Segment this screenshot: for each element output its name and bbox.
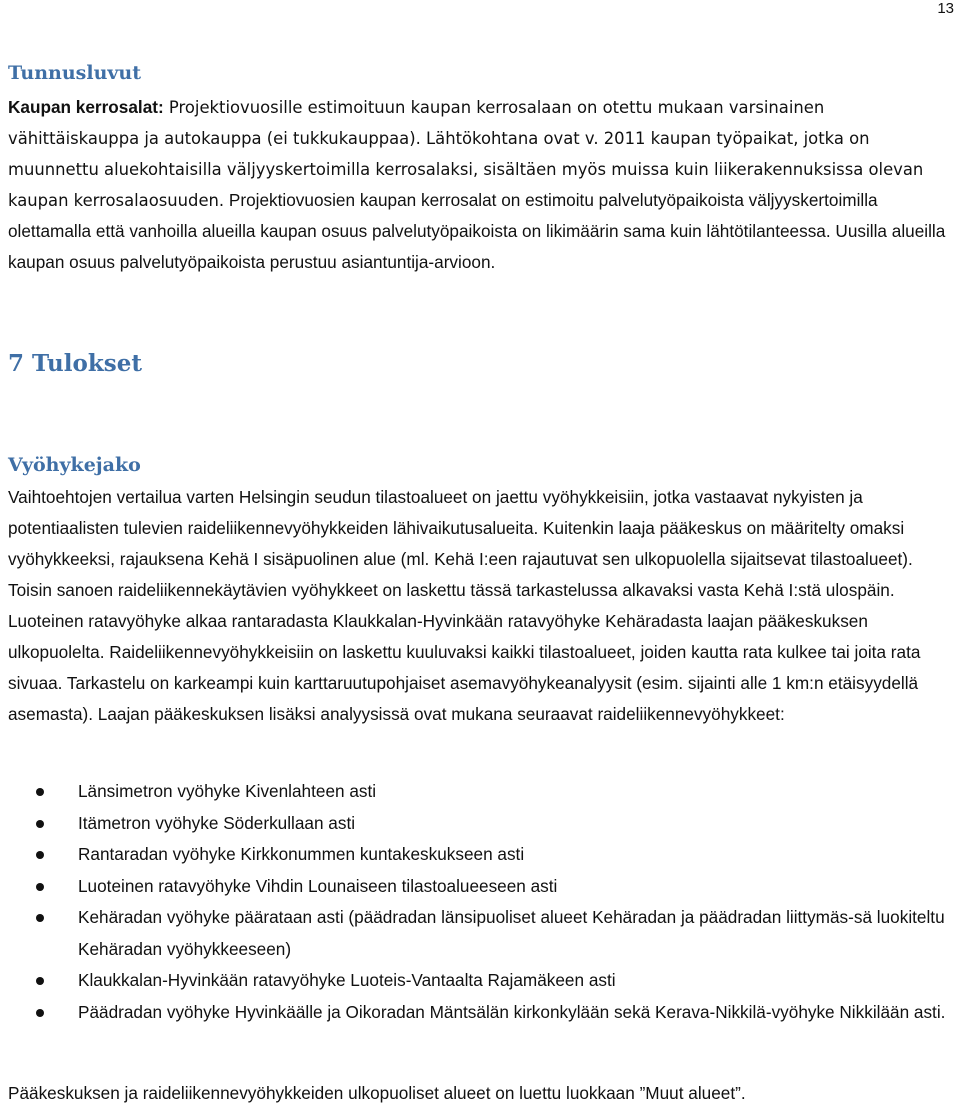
closing-paragraph: Pääkeskuksen ja raideliikennevyöhykkeiden ulkopuoliset alueet on luettu luokkaan ”Muut alueet”. bbox=[8, 1083, 746, 1103]
tunnusluvut-text-2: Projektiovuosien kaupan kerrosalat on estimoitu palvelutyöpaikoista väljyyskertoimilla olettamalla että vanhoilla alueilla kaupan osuus palvelutyöpaikoista on likimäärin sama kuin lähtötilanteessa. Uusilla alueilla kaupan osuus palvelutyöpaikoista perustuu asiantuntija-arvioon. bbox=[8, 190, 946, 272]
tunnusluvut-text: Projektiovuosille estimoituun kaupan kerrosalaan on otettu mukaan varsinainen vähittäiskauppa ja autokauppa (ei tukkukauppaa). Lähtökohtana ovat v. 2011 kaupan työpaikat, jotka on muunnettu aluekohtaisilla väljyyskertoimilla kerrosalaksi, sisältäen myös muissa kuin liikerakennuksissa olevan kaupan kerrosalaosuuden. bbox=[8, 98, 924, 210]
section-heading-tunnusluvut: Tunnusluvut bbox=[8, 62, 142, 84]
list-item: Luoteinen ratavyöhyke Vihdin Lounaiseen tilastoalueeseen asti bbox=[8, 871, 952, 903]
bullet-icon bbox=[36, 883, 44, 891]
list-item: Päädradan vyöhyke Hyvinkäälle ja Oikoradan Mäntsälän kirkonkylään sekä Kerava-Nikkilä-vyöhyke Nikkilään asti. bbox=[8, 997, 952, 1029]
bullet-icon bbox=[36, 788, 44, 796]
chapter-title: 7 Tulokset bbox=[8, 350, 142, 377]
vyohykejako-text: Vaihtoehtojen vertailua varten Helsingin seudun tilastoalueet on jaettu vyöhykkeisiin, jotka vastaavat nykyisten ja potentiaalisten tulevien raideliikennevyöhykkeiden lähivaikutusalueita. Kuitenkin laaja pääkeskus on määritelty omaksi vyöhykkeeksi, rajauksena Kehä I sisäpuolinen alue (ml. Kehä I:een rajautuvat sen ulkopuolella sijaitsevat tilastoalueet). Toisin sanoen raideliikennekäytävien vyöhykkeet on laskettu tässä tarkastelussa alkavaksi vasta Kehä I:stä ulospäin. Luoteinen ratavyöhyke alkaa rantaradasta Klaukkalan-Hyvinkään ratavyöhyke Kehäradasta laajan pääkeskuksen ulkopuolelta. Raideliikennevyöhykkeisiin on laskettu kuuluvaksi kaikki tilastoalueet, joiden kautta rata kulkee tai joita rata sivuaa. Tarkastelu on karkeampi kuin karttaruutupohjaiset asemavyöhykeanalyysit (esim. sijainti alle 1 km:n etäisyydellä asemasta). Laajan pääkeskuksen lisäksi analyysissä ovat mukana seuraavat raideliikennevyöhykkeet: bbox=[8, 487, 921, 724]
list-item: Länsimetron vyöhyke Kivenlahteen asti bbox=[8, 776, 952, 808]
bullet-icon bbox=[36, 914, 44, 922]
term-kaupan-kerrosalat: Kaupan kerrosalat: bbox=[8, 97, 164, 117]
bullet-icon bbox=[36, 1009, 44, 1017]
bullet-icon bbox=[36, 820, 44, 828]
tunnusluvut-paragraph bbox=[8, 92, 952, 278]
list-item: Kehäradan vyöhyke päärataan asti (päädradan länsipuoliset alueet Kehäradan ja päädradan liittymäs-sä luokiteltu Kehäradan vyöhykkeeseen) bbox=[8, 902, 952, 965]
vyohykejako-paragraph bbox=[8, 482, 952, 730]
section-heading-vyohykejako: Vyöhykejako bbox=[8, 454, 141, 476]
zone-list bbox=[8, 776, 952, 1028]
page-number: 13 bbox=[937, 0, 954, 17]
bullet-icon bbox=[36, 851, 44, 859]
list-item: Klaukkalan-Hyvinkään ratavyöhyke Luoteis-Vantaalta Rajamäkeen asti bbox=[8, 965, 952, 997]
list-item: Rantaradan vyöhyke Kirkkonummen kuntakeskukseen asti bbox=[8, 839, 952, 871]
list-item: Itämetron vyöhyke Söderkullaan asti bbox=[8, 808, 952, 840]
bullet-icon bbox=[36, 977, 44, 985]
